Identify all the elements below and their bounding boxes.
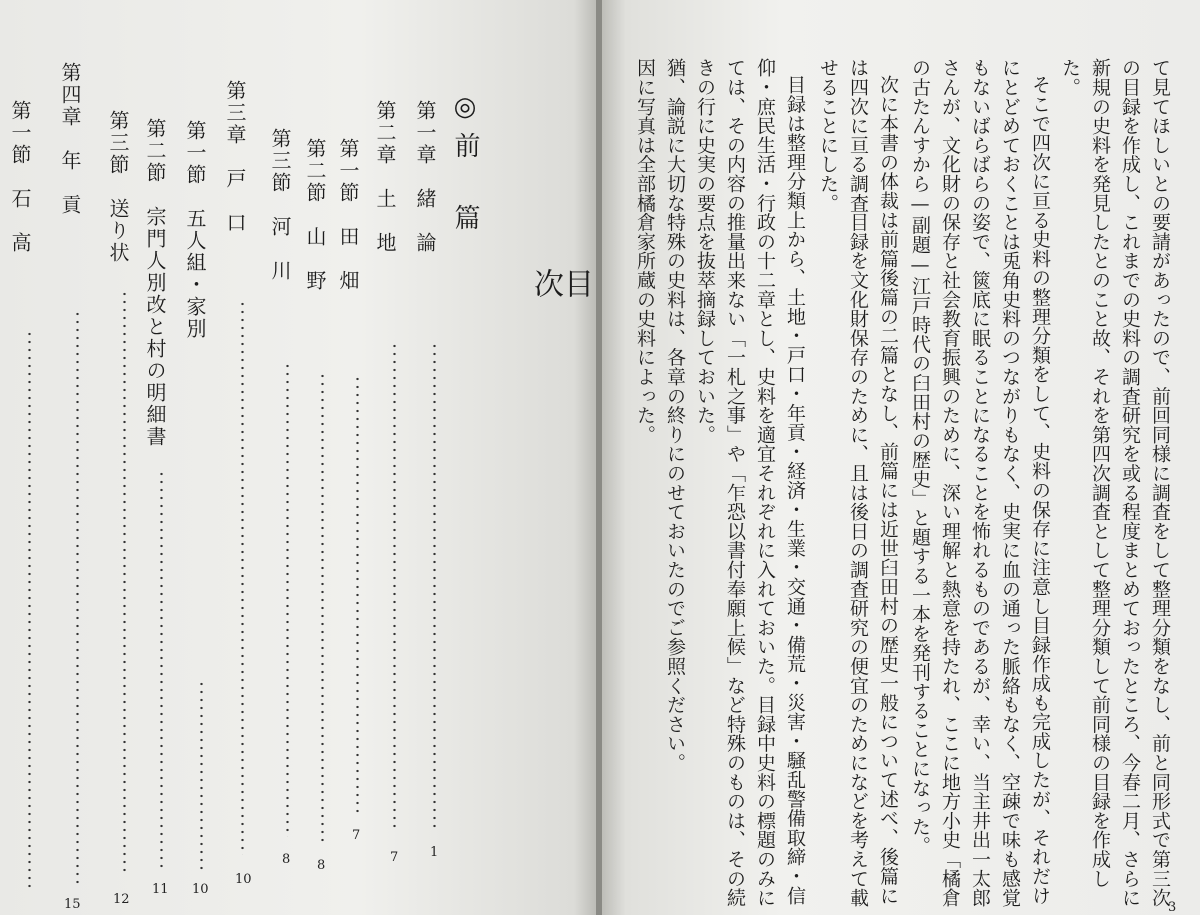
toc-entry[interactable]: 第三節 河 川 bbox=[268, 128, 292, 282]
toc-page-number: 1 bbox=[430, 845, 439, 860]
body-column: 目録は整理分類上から、土地・戸口・年貢・経済・生業・交通・備荒・災害・騒乱警備取締・信 bbox=[784, 75, 806, 905]
body-column: もないばらばらの姿で、篋底に眠ることになることを怖れるものであるが、幸い、当主井出一太郎 bbox=[969, 58, 991, 908]
body-column: の目録を作成し、これまでの史料の調査研究を或る程度まとめておったところ、今春二月、さらに bbox=[1119, 58, 1141, 908]
toc-page-number: 7 bbox=[390, 850, 399, 865]
toc-page-number: 7 bbox=[352, 828, 361, 843]
body-column: 猶、論説に大切な特殊の史料は、各章の終りにのせておいたのでご参照ください。 bbox=[664, 58, 686, 773]
body-column: にとどめておくことは兎角史料のつながりもなく、史実に血の通った脈絡もなく、空疎で味も感覚 bbox=[999, 58, 1021, 908]
toc-page-number: 11 bbox=[152, 882, 169, 897]
part-heading: ◎前 篇 bbox=[450, 92, 480, 240]
body-column: 因に写真は全部橘倉家所蔵の史料によった。 bbox=[634, 58, 656, 444]
toc-entry[interactable]: 第二章 土 地 bbox=[373, 100, 397, 254]
body-column: そこで四次に亘る史料の整理分類をして、史料の保存に注意し目録作成も完成したが、それだけ bbox=[1029, 75, 1051, 905]
toc-entry[interactable]: 第一節 田 畑 bbox=[336, 138, 360, 292]
toc-entry[interactable]: 第一章 緒 論 bbox=[413, 100, 437, 254]
body-column: 新規の史料を発見したとのこと故、それを第四次調査として整理分類して前同様の目録を作成し bbox=[1089, 58, 1111, 888]
toc-page-number: 15 bbox=[64, 897, 81, 912]
toc-page-number: 8 bbox=[317, 858, 326, 873]
toc-title-char-1: 目 bbox=[558, 268, 593, 298]
toc-title bbox=[528, 268, 593, 408]
toc-entry[interactable]: 第一節 五人組・家別 bbox=[183, 120, 207, 340]
toc-leader-dots bbox=[393, 342, 396, 832]
body-column: 仰・庶民生活・行政の十二章とし、史料を適宜それぞれに入れておいた。目録中史料の標題のみに bbox=[754, 58, 776, 908]
toc-page-number: 10 bbox=[235, 872, 252, 887]
body-column: は四次に亘る調査目録を文化財保存のために、且は後日の調査研究の便宜のためになどを考えて載 bbox=[847, 58, 869, 908]
body-column: さんが、文化財の保存と社会教育振興のために、深い理解と熱意を持たれ、ここに地方小史「橘倉 bbox=[939, 58, 961, 908]
body-column: きの行に史実の要点を抜萃摘録しておいた。 bbox=[694, 58, 716, 444]
body-column: て見てほしいとの要請があったので、前回同様に調査をして整理分類をなし、前と同形式で第三次 bbox=[1149, 58, 1171, 908]
body-column: ては、その内容の推量出来ない「一札之事」や「乍恐以書付奉願上候」など特殊のものは、その続 bbox=[724, 58, 746, 908]
toc-entry[interactable]: 第一節 石 高 bbox=[8, 100, 32, 254]
toc-leader-dots bbox=[433, 342, 436, 832]
toc-leader-dots bbox=[160, 470, 163, 870]
toc-page-number: 10 bbox=[192, 882, 209, 897]
toc-leader-dots bbox=[241, 300, 244, 855]
toc-entry[interactable]: 第三章 戸 口 bbox=[223, 80, 247, 234]
body-column: 次に本書の体裁は前篇後篇の二篇となし、前篇には近世臼田村の歴史一般について述べ、後篇に bbox=[877, 75, 899, 905]
body-column: の古たんすから—副題—江戸時代の臼田村の歴史」と題する一本を発刊することになった。 bbox=[909, 58, 931, 856]
toc-entry[interactable]: 第二節 宗門人別改と村の明細書 bbox=[143, 118, 167, 448]
toc-entry[interactable]: 第三節 送り状 bbox=[106, 110, 130, 264]
body-column: た。 bbox=[1059, 58, 1081, 97]
toc-entry[interactable]: 第二節 山 野 bbox=[303, 138, 327, 292]
toc-leader-dots bbox=[28, 330, 31, 890]
toc-title-char-2: 次 bbox=[528, 268, 563, 298]
toc-leader-dots bbox=[286, 362, 289, 837]
toc-leader-dots bbox=[356, 375, 359, 815]
body-column: せることにした。 bbox=[817, 58, 839, 213]
toc-leader-dots bbox=[76, 310, 79, 885]
toc-page-number: 12 bbox=[113, 892, 130, 907]
toc-page-number: 8 bbox=[282, 852, 291, 867]
toc-entry[interactable]: 第四章 年 貢 bbox=[58, 62, 82, 216]
toc-leader-dots bbox=[321, 372, 324, 842]
page-number: 3 bbox=[1168, 900, 1177, 915]
left-page-toc bbox=[0, 0, 598, 915]
toc-leader-dots bbox=[200, 680, 203, 870]
toc-leader-dots bbox=[123, 290, 126, 875]
